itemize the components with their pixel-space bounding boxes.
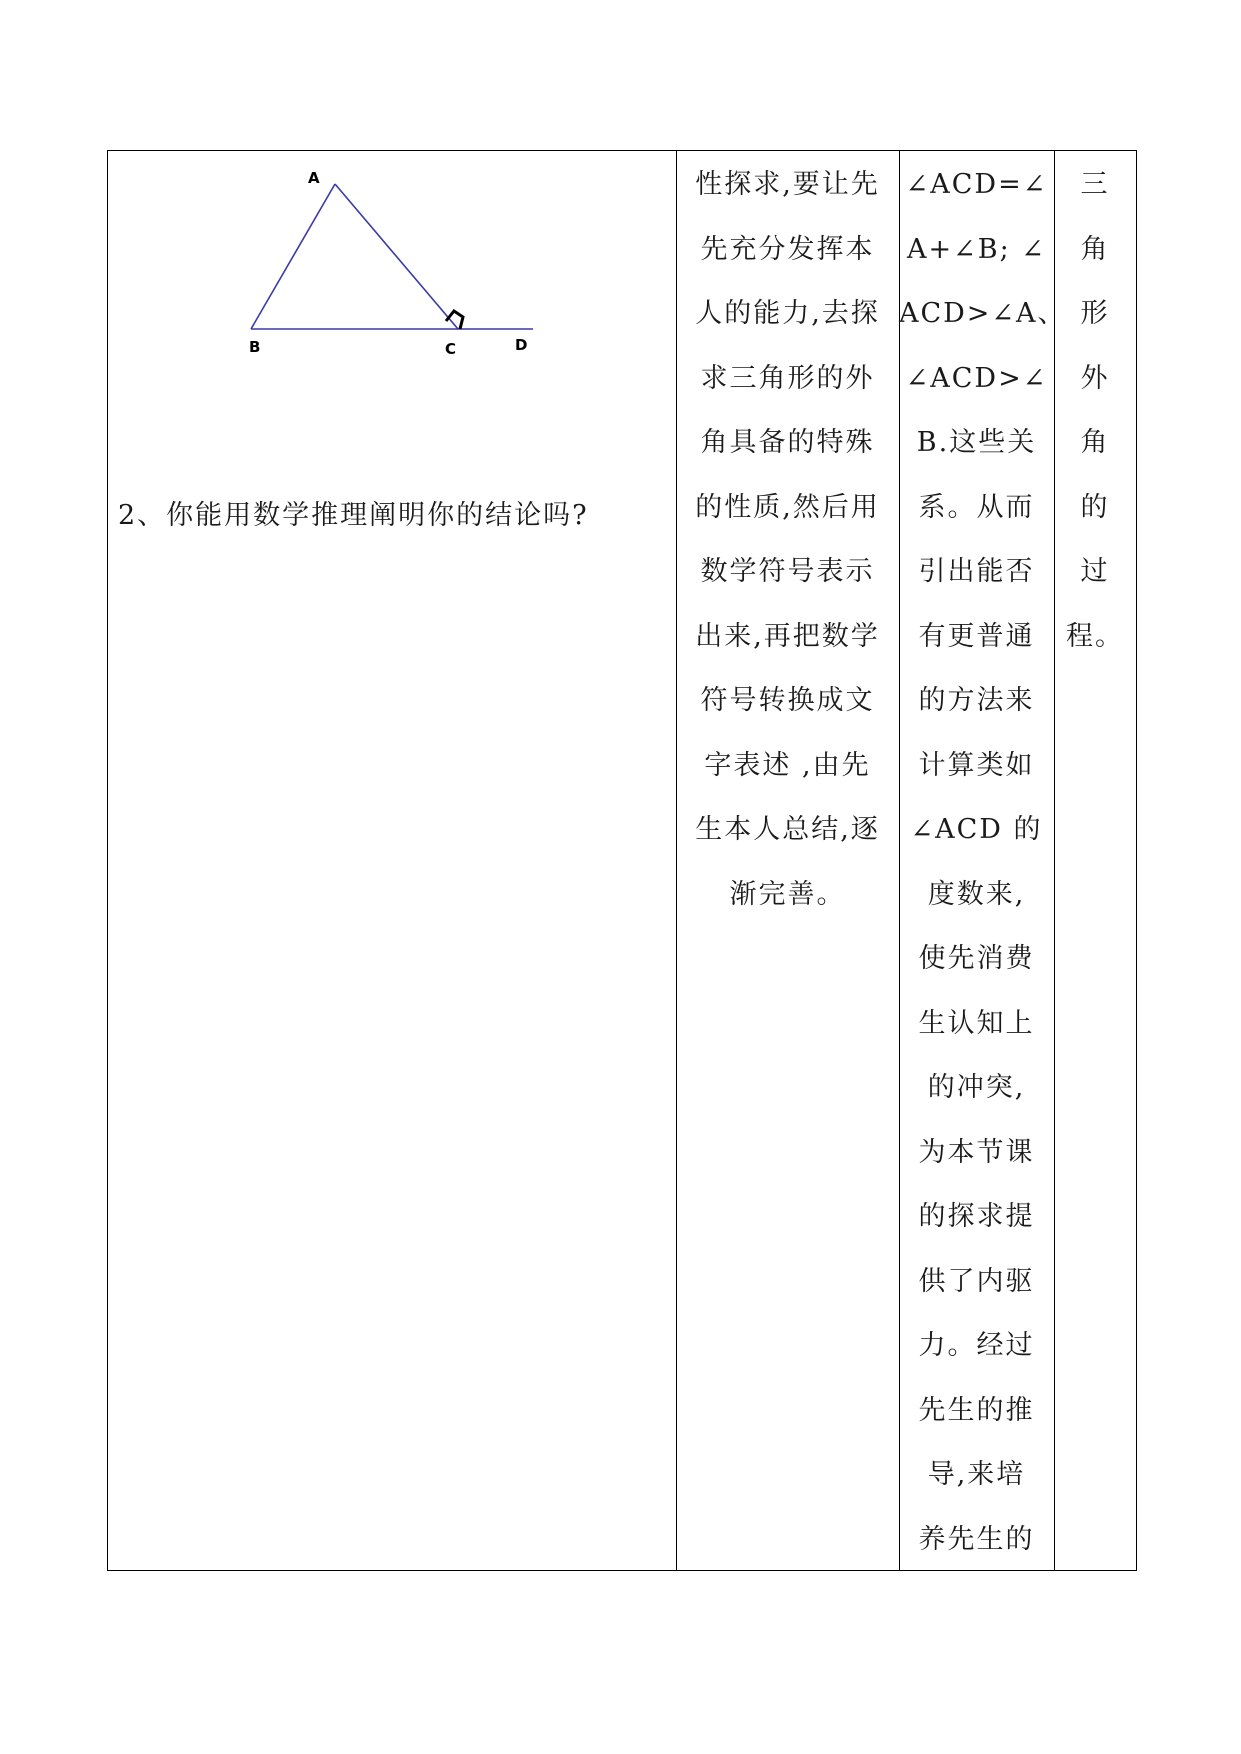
text-line: 系。从而 xyxy=(918,491,1035,523)
text-line: 的性质,然后用 xyxy=(695,491,880,523)
text-line: 形 xyxy=(1080,298,1110,329)
guidance-column xyxy=(676,151,899,1570)
text-line: 渐完善。 xyxy=(729,878,846,910)
text-line: 角具备的特殊 xyxy=(700,427,875,458)
text-line: 角 xyxy=(1080,427,1110,458)
exterior-angle-mark xyxy=(446,311,463,329)
vertex-label-c: C xyxy=(445,340,457,358)
text-line: 的 xyxy=(1080,491,1110,523)
text-line: 有更普通 xyxy=(918,620,1035,652)
point-label-d: D xyxy=(515,336,528,354)
text-line: 生认知上 xyxy=(918,1007,1035,1039)
content-column xyxy=(108,151,676,1570)
text-line: 引出能否 xyxy=(918,556,1035,587)
text-line: ACD>∠A、 xyxy=(899,298,1067,329)
text-line: 供了内驱 xyxy=(918,1265,1035,1297)
question-text: 2、你能用数学推理阐明你的结论吗? xyxy=(118,500,589,531)
text-line: 养先生的 xyxy=(918,1523,1035,1555)
text-line: B.这些关 xyxy=(916,427,1037,458)
text-line: 力。经过 xyxy=(918,1330,1035,1361)
text-line: 使先消费 xyxy=(918,943,1035,974)
text-line: 角 xyxy=(1080,233,1110,265)
text-line: 的冲突, xyxy=(927,1072,1026,1103)
text-line: 导,来培 xyxy=(927,1459,1026,1490)
text-line: 计算类如 xyxy=(918,749,1035,781)
text-line: 的探求提 xyxy=(918,1201,1035,1232)
text-line: 度数来, xyxy=(927,878,1026,910)
text-line: 为本节课 xyxy=(918,1136,1035,1168)
text-line: 生本人总结,逐 xyxy=(695,814,880,845)
vertex-label-b: B xyxy=(249,338,261,356)
text-line: 三 xyxy=(1080,169,1110,200)
text-line: 求三角形的外 xyxy=(700,362,875,394)
intent-column xyxy=(899,151,1067,1570)
text-line: 人的能力,去探 xyxy=(695,298,880,329)
triangle-figure xyxy=(108,151,676,361)
text-line: 过 xyxy=(1080,556,1110,587)
text-line: ∠ACD>∠ xyxy=(905,362,1048,394)
side-ab xyxy=(251,184,335,329)
lesson-table xyxy=(107,150,1137,1571)
text-line: 外 xyxy=(1080,362,1110,394)
text-line: 先生的推 xyxy=(918,1394,1035,1426)
vertex-label-a: A xyxy=(308,169,320,187)
summary-column xyxy=(1054,151,1136,1570)
text-line: 的方法来 xyxy=(918,685,1035,716)
text-line: A+∠B; ∠ xyxy=(907,233,1046,265)
text-line: 出来,再把数学 xyxy=(695,620,880,652)
text-line: ∠ACD 的 xyxy=(910,814,1043,845)
text-line: 先充分发挥本 xyxy=(700,233,875,265)
text-line: 字表述 ,由先 xyxy=(704,749,871,781)
text-line: ∠ACD=∠ xyxy=(905,169,1048,200)
text-line: 符号转换成文 xyxy=(700,685,875,716)
side-ac xyxy=(335,184,458,329)
text-line: 程。 xyxy=(1066,620,1124,652)
text-line: 性探求,要让先 xyxy=(695,169,880,200)
text-line: 数学符号表示 xyxy=(700,556,875,587)
